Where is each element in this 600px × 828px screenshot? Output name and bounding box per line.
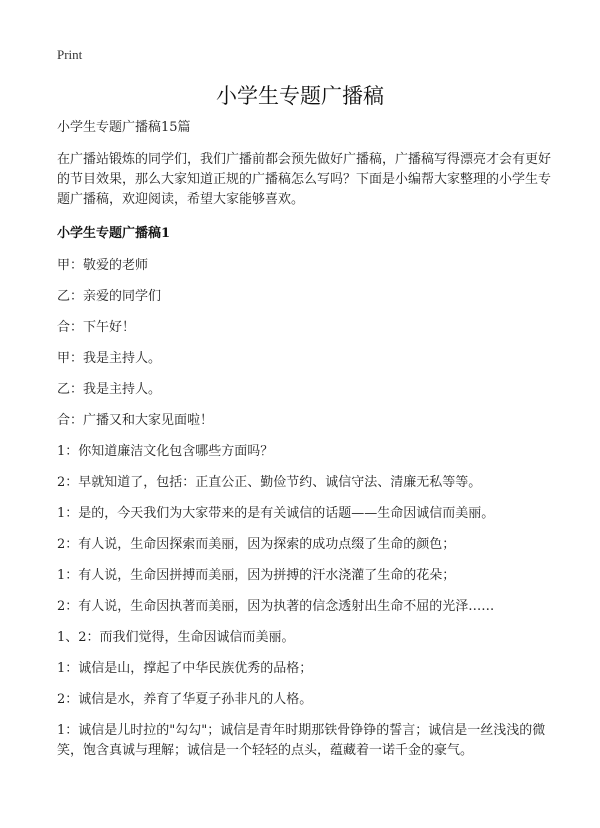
dialogue-line: 2：有人说，生命因执著而美丽，因为执著的信念透射出生命不屈的光泽…… (57, 599, 495, 614)
dialogue-line: 1：诚信是山，撑起了中华民族优秀的品格； (57, 661, 313, 676)
article-body (57, 118, 557, 772)
dialogue-line: 1、2：而我们觉得，生命因诚信而美丽。 (57, 630, 295, 645)
dialogue-line: 甲：敬爱的老师 (57, 258, 149, 273)
article-subtitle: 小学生专题广播稿15篇 (57, 120, 191, 135)
dialogue-line: 乙：我是主持人。 (57, 382, 162, 397)
dialogue-line: 1：诚信是儿时拉的"勾勾"；诚信是青年时期那铁骨铮铮的誓言；诚信是一丝浅浅的微笑，饱含真诚与理解；诚信是一个轻轻的点头，蕴藏着一诺千金的豪气。 (57, 723, 546, 758)
article-intro: 在广播站锻炼的同学们，我们广播前都会预先做好广播稿，广播稿写得漂亮才会有更好的节目效果，那么大家知道正规的广播稿怎么写吗？下面是小编帮大家整理的小学生专题广播稿，欢迎阅读，希望大家能够喜欢。 (57, 152, 552, 207)
dialogue-line: 1：你知道廉洁文化包含哪些方面吗？ (57, 444, 274, 459)
dialogue-line: 2：有人说，生命因探索而美丽，因为探索的成功点缀了生命的颜色； (57, 537, 456, 552)
print-link[interactable]: Print (57, 47, 83, 62)
dialogue-line: 2：诚信是水，养育了华夏子孙非凡的人格。 (57, 692, 313, 707)
dialogue-line: 1：有人说，生命因拼搏而美丽，因为拼搏的汗水浇灌了生命的花朵； (57, 568, 456, 583)
dialogue-line: 2：早就知道了，包括：正直公正、勤俭节约、诚信守法、清廉无私等等。 (57, 475, 482, 490)
page-title: 小学生专题广播稿 (216, 84, 384, 108)
dialogue-line: 乙：亲爱的同学们 (57, 289, 162, 304)
section-heading: 小学生专题广播稿1 (57, 226, 171, 241)
dialogue-line: 合：下午好！ (57, 320, 136, 335)
dialogue-line: 1：是的，今天我们为大家带来的是有关诚信的话题——生命因诚信而美丽。 (57, 506, 495, 521)
dialogue-line: 甲：我是主持人。 (57, 351, 162, 366)
dialogue-line: 合：广播又和大家见面啦！ (57, 413, 214, 428)
